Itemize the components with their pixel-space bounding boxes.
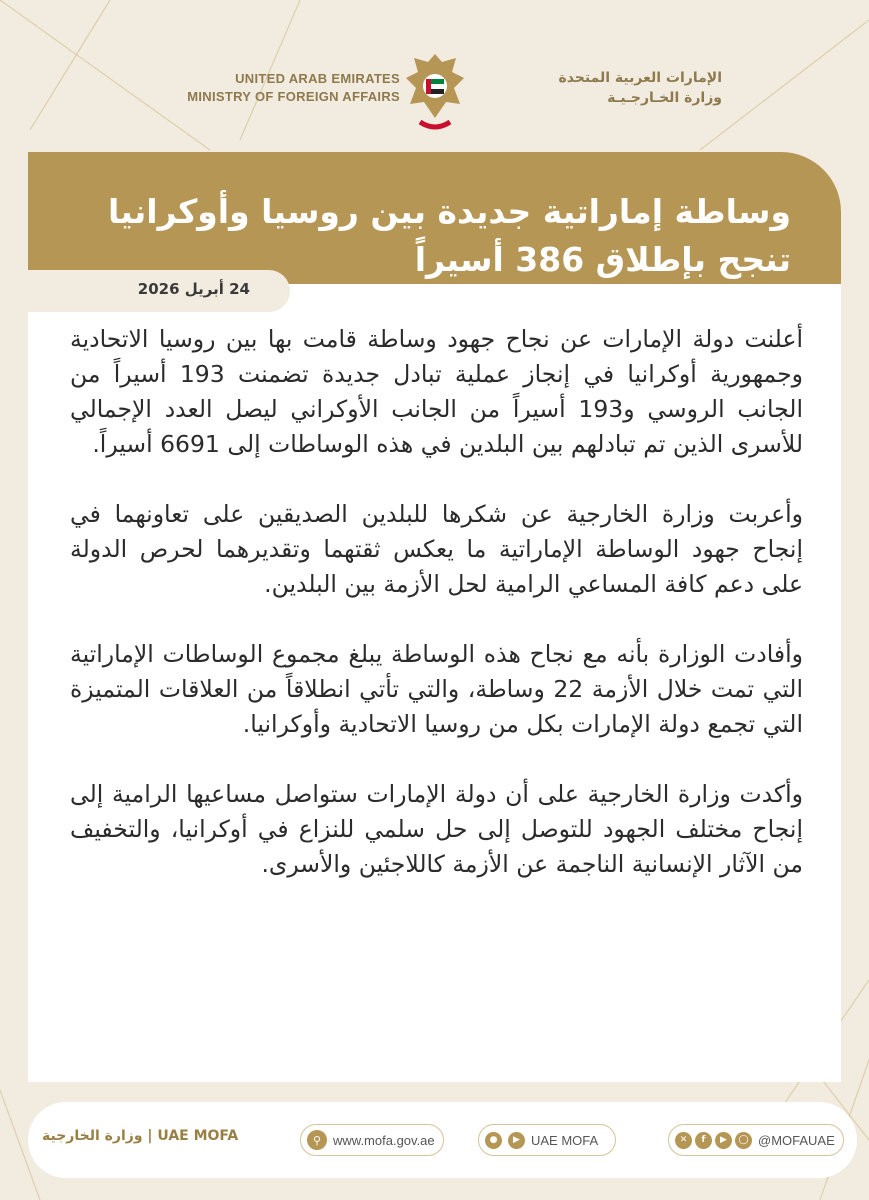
social-handle: @MOFAUAE [758,1132,835,1148]
app-link[interactable] [478,1124,616,1156]
headline: وساطة إماراتية جديدة بين روسيا وأوكرانيا تنجح بإطلاق 386 أسيراً [108,192,791,279]
ministry-header [0,48,869,148]
apple-icon: ● [485,1132,502,1149]
search-icon: ⚲ [307,1130,327,1150]
english-ministry-name [150,70,400,106]
instagram-icon[interactable]: ◯ [735,1132,752,1149]
statement-body [70,322,803,917]
paragraph: وأكدت وزارة الخارجية على أن دولة الإمارات ستواصل مساعيها الرامية إلى إنجاح مختلف الجهود للتوصل إلى حل سلمي للنزاع في أوكرانيا، والتخفيف من الآثار الإنسانية الناجمة عن الأزمة كاللاجئين والأسرى. [70,780,803,878]
uae-emblem-icon [400,48,470,140]
headline-band [28,152,841,284]
social-links[interactable] [668,1124,844,1156]
arabic-line-1: الإمارات العربية المتحدة [558,70,722,86]
english-line-2: MINISTRY OF FOREIGN AFFAIRS [187,89,400,104]
arabic-ministry-name [482,68,722,108]
website-link[interactable] [300,1124,444,1156]
app-name: UAE MOFA [531,1132,599,1148]
paragraph: أعلنت دولة الإمارات عن نجاح جهود وساطة قامت بها بين روسيا الاتحادية وجمهورية أوكرانيا في إنجاز عملية تبادل جديدة تضمنت 193 أسيراً من الجانب الروسي و193 أسيراً من الجانب الأوكراني ليصل العدد الإجمالي للأسرى الذين تم تبادلهم بين البلدين في هذه الوساطات إلى 6691 أسيراً. [70,325,803,458]
paragraph: وأفادت الوزارة بأنه مع نجاح هذه الوساطة يبلغ مجموع الوساطات الإماراتية التي تمت خلال الأزمة 22 وساطة، والتي تأتي انطلاقاً من العلاقات المتميزة التي تجمع دولة الإمارات بكل من روسيا الاتحادية وأوكرانيا. [70,640,803,738]
facebook-icon[interactable]: f [695,1132,712,1149]
footer-brand: UAE MOFA | وزارة الخارجية [42,1128,239,1144]
x-icon[interactable]: ✕ [675,1132,692,1149]
youtube-icon[interactable]: ▶ [715,1132,732,1149]
english-line-1: UNITED ARAB EMIRATES [235,71,400,86]
publish-date: 24 أبريل 2026 [137,280,250,298]
paragraph: وأعربت وزارة الخارجية عن شكرها للبلدين الصديقين على تعاونهما في إنجاح جهود الوساطة الإماراتية ما يعكس ثقتهما وتقديرهما لحرص الدولة على دعم كافة المساعي الرامية لحل الأزمة بين البلدين. [70,500,803,598]
footer-bar [28,1102,857,1178]
arabic-line-2: وزارة الخـارجـيـة [607,90,722,106]
website-url: www.mofa.gov.ae [333,1132,435,1148]
play-store-icon: ▶ [508,1132,525,1149]
